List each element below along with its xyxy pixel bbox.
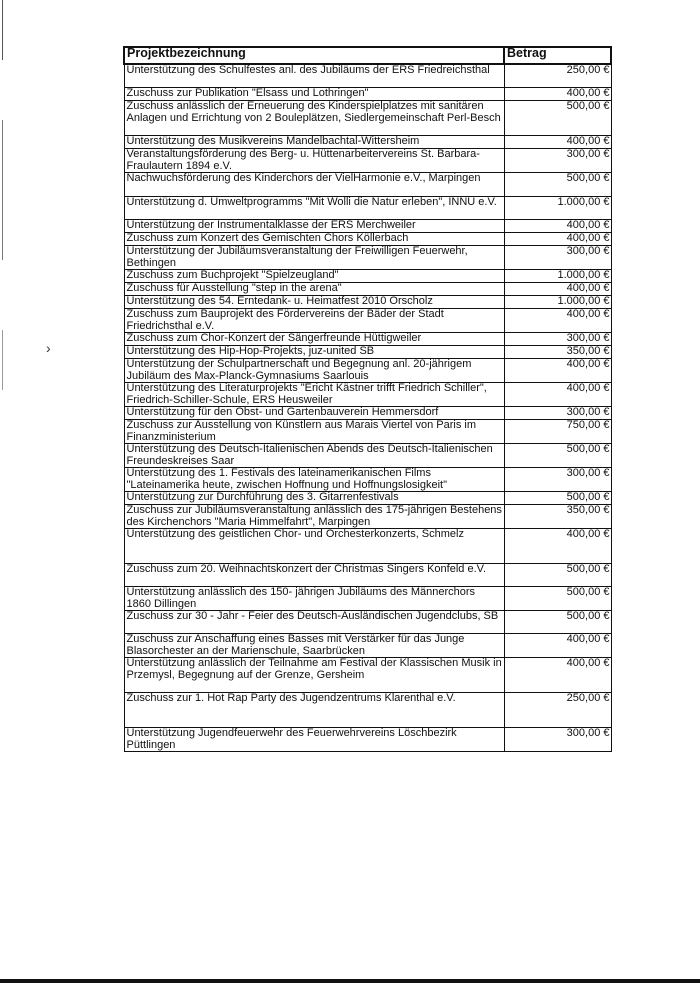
project-amount: 500,00 € [504, 173, 611, 197]
project-name: Zuschuss zum 20. Weihnachtskonzert der Christmas Singers Konfeld e.V. [124, 564, 504, 587]
scan-margin-line [2, 0, 3, 60]
project-amount: 250,00 € [504, 64, 611, 88]
project-amount: 500,00 € [504, 611, 611, 634]
table-row [124, 149, 611, 173]
table-row [124, 173, 611, 197]
project-name: Zuschuss zum Buchprojekt "Spielzeugland" [124, 270, 504, 283]
project-amount: 1.000,00 € [504, 270, 611, 283]
table-row [124, 611, 611, 634]
project-amount: 400,00 € [504, 88, 611, 101]
project-amount: 400,00 € [504, 220, 611, 233]
project-amount: 500,00 € [504, 492, 611, 505]
project-name: Unterstützung des Musikvereins Mandelbachtal-Wittersheim [124, 136, 504, 149]
table-row [124, 333, 611, 346]
table-row [124, 136, 611, 149]
project-name: Zuschuss zum Bauprojekt des Fördervereins der Bäder der Stadt Friedrichsthal e.V. [124, 309, 504, 333]
scan-margin-line [2, 330, 3, 390]
funding-table-sheet [123, 46, 610, 752]
project-name: Zuschuss anlässlich der Erneuerung des Kinderspielplatzes mit sanitären Anlagen und Errichtung von 2 Bouleplätzen, Siedlergemeinschaft Perl-Besch [124, 101, 504, 136]
project-name: Zuschuss zur 30 - Jahr - Feier des Deutsch-Ausländischen Jugendclubs, SB [124, 611, 504, 634]
project-amount: 1.000,00 € [504, 197, 611, 220]
project-name: Zuschuss zur Jubiläumsveranstaltung anlässlich des 175-jährigen Bestehens des Kirchenchors "Maria Himmelfahrt", Marpingen [124, 505, 504, 529]
table-row [124, 505, 611, 529]
table-row [124, 407, 611, 420]
project-amount: 400,00 € [504, 529, 611, 564]
funding-table [123, 46, 612, 752]
table-row [124, 88, 611, 101]
project-name: Unterstützung der Instrumentalklasse der ERS Merchweiler [124, 220, 504, 233]
project-name: Nachwuchsförderung des Kinderchors der VielHarmonie e.V., Marpingen [124, 173, 504, 197]
project-name: Unterstützung des Deutsch-Italienischen Abends des Deutsch-Italienischen Freundeskreises Saar [124, 444, 504, 468]
project-name: Zuschuss zur 1. Hot Rap Party des Jugendzentrums Klarenthal e.V. [124, 693, 504, 728]
table-row [124, 283, 611, 296]
table-header-row [124, 47, 611, 64]
project-name: Unterstützung des geistlichen Chor- und Orchesterkonzerts, Schmelz [124, 529, 504, 564]
table-row [124, 346, 611, 359]
project-name: Unterstützung anlässlich der Teilnahme am Festival der Klassischen Musik in Przemysl, Begegnung auf der Grenze, Gersheim [124, 658, 504, 693]
table-row [124, 101, 611, 136]
table-row [124, 246, 611, 270]
project-name: Unterstützung des 54. Erntedank- u. Heimatfest 2010 Orscholz [124, 296, 504, 309]
header-amount: Betrag [504, 47, 611, 64]
project-amount: 300,00 € [504, 728, 611, 752]
table-row [124, 564, 611, 587]
project-name: Zuschuss zur Publikation "Elsass und Lothringen" [124, 88, 504, 101]
table-row [124, 728, 611, 752]
project-amount: 300,00 € [504, 149, 611, 173]
project-name: Unterstützung für den Obst- und Gartenbauverein Hemmersdorf [124, 407, 504, 420]
project-name: Unterstützung Jugendfeuerwehr des Feuerwehrvereins Löschbezirk Püttlingen [124, 728, 504, 752]
table-row [124, 383, 611, 407]
table-row [124, 658, 611, 693]
table-row [124, 634, 611, 658]
project-name: Zuschuss zur Ausstellung von Künstlern aus Marais Viertel von Paris im Finanzministerium [124, 420, 504, 444]
project-amount: 300,00 € [504, 246, 611, 270]
project-name: Unterstützung des Literaturprojekts "Ericht Kästner trifft Friedrich Schiller", Friedrich-Schiller-Schule, ERS Heusweiler [124, 383, 504, 407]
table-row [124, 492, 611, 505]
project-name: Unterstützung der Jubiläumsveranstaltung der Freiwilligen Feuerwehr, Bethingen [124, 246, 504, 270]
table-row [124, 296, 611, 309]
project-name: Zuschuss zum Konzert des Gemischten Chors Köllerbach [124, 233, 504, 246]
project-amount: 350,00 € [504, 346, 611, 359]
project-amount: 1.000,00 € [504, 296, 611, 309]
scan-margin-line [2, 120, 3, 260]
project-name: Unterstützung des Hip-Hop-Projekts, juz-united SB [124, 346, 504, 359]
table-row [124, 220, 611, 233]
project-name: Unterstützung zur Durchführung des 3. Gitarrenfestivals [124, 492, 504, 505]
project-name: Unterstützung des Schulfestes anl. des Jubiläums der ERS Friedreichsthal [124, 64, 504, 88]
project-amount: 400,00 € [504, 283, 611, 296]
project-name: Veranstaltungsförderung des Berg- u. Hüttenarbeitervereins St. Barbara-Fraulautern 1894 e.V. [124, 149, 504, 173]
project-amount: 500,00 € [504, 587, 611, 611]
header-project-name: Projektbezeichnung [124, 47, 504, 64]
table-row [124, 270, 611, 283]
project-amount: 400,00 € [504, 634, 611, 658]
project-amount: 300,00 € [504, 407, 611, 420]
project-name: Zuschuss zur Anschaffung eines Basses mit Verstärker für das Junge Blasorchester an der Marienschule, Saarbrücken [124, 634, 504, 658]
project-name: Zuschuss zum Chor-Konzert der Sängerfreunde Hüttigweiler [124, 333, 504, 346]
project-amount: 400,00 € [504, 233, 611, 246]
project-amount: 300,00 € [504, 333, 611, 346]
project-name: Unterstützung der Schulpartnerschaft und Begegnung anl. 20-jährigem Jubiläum des Max-Planck-Gymnasiums Saarlouis [124, 359, 504, 383]
table-row [124, 197, 611, 220]
table-row [124, 309, 611, 333]
project-amount: 350,00 € [504, 505, 611, 529]
project-amount: 750,00 € [504, 420, 611, 444]
table-row [124, 64, 611, 88]
project-amount: 500,00 € [504, 101, 611, 136]
project-amount: 250,00 € [504, 693, 611, 728]
project-name: Unterstützung des 1. Festivals des lateinamerikanischen Films "Lateinamerika heute, zwischen Hoffnung und Hoffnungslosigkeit" [124, 468, 504, 492]
project-amount: 300,00 € [504, 468, 611, 492]
table-row [124, 444, 611, 468]
project-amount: 500,00 € [504, 444, 611, 468]
table-row [124, 468, 611, 492]
table-row [124, 529, 611, 564]
project-amount: 500,00 € [504, 564, 611, 587]
project-amount: 400,00 € [504, 359, 611, 383]
table-row [124, 420, 611, 444]
project-amount: 400,00 € [504, 136, 611, 149]
project-name: Unterstützung anlässlich des 150- jährigen Jubiläums des Männerchors 1860 Dillingen [124, 587, 504, 611]
project-name: Unterstützung d. Umweltprogramms "Mit Wolli die Natur erleben", INNU e.V. [124, 197, 504, 220]
table-row [124, 693, 611, 728]
project-amount: 400,00 € [504, 383, 611, 407]
table-row [124, 359, 611, 383]
table-row [124, 587, 611, 611]
project-amount: 400,00 € [504, 309, 611, 333]
project-name: Zuschuss für Ausstellung "step in the arena" [124, 283, 504, 296]
scan-artifact: › [46, 340, 51, 356]
table-row [124, 233, 611, 246]
project-amount: 400,00 € [504, 658, 611, 693]
page-bottom-rule [0, 979, 700, 983]
